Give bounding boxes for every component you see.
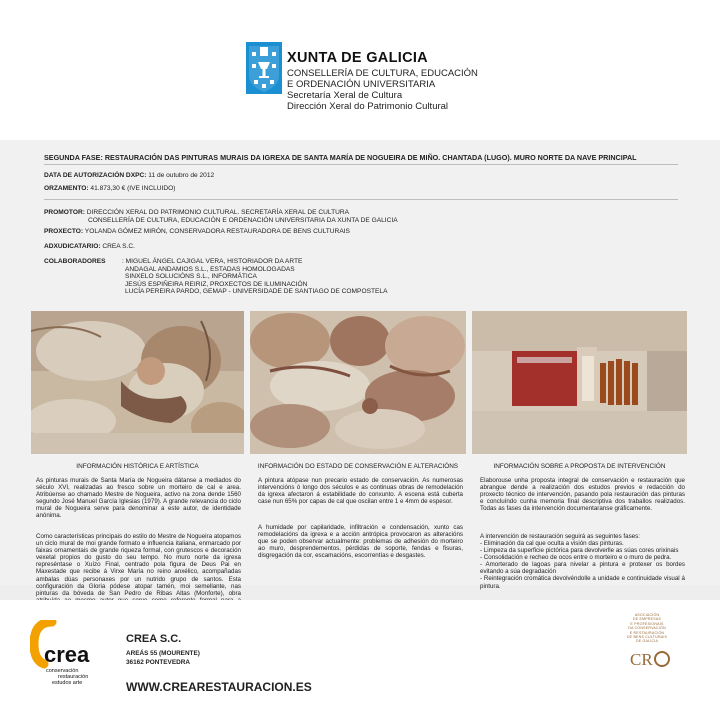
crea-logo-word: crea [44,642,90,667]
website-link[interactable]: WWW.CREARESTAURACION.ES [126,680,312,694]
ministry-line-1: CONSELLERÍA DE CULTURA, EDUCACIÓN [287,68,478,79]
budget-value: 41.873,30 € (IVE INCLUIDO) [88,185,176,192]
mural-figures-photo [250,311,466,454]
collaborators-list [122,258,387,296]
crea-logo [30,620,112,684]
conservation-paragraph-1: A pintura atópase nun precario estado de conservación. As numerosas intervencións ó longo dos séculos e as continuas obras de remodelación da igrexa afectaron á estabilidade do conxunto. A escena está cuberta case nun 65% por capas de cal que oscilan entre 1 e 4mm de espesor. [258,477,463,506]
proposal-phase-item: - Amorterado de lagoas para nivelar a pintura e protexer os bordes evitando a súa degradación [480,561,685,576]
promoter-value-line-2: CONSELLERÍA DE CULTURA, EDUCACIÓN E ORDENACIÓN UNIVERSITARIA DA XUNTA DE GALICIA [88,217,398,224]
promoter-value: DIRECCIÓN XERAL DO PATRIMONIO CULTURAL. SECRETARÍA XERAL DE CULTURA [84,209,350,216]
association-text: DE EMPRESAS [632,617,662,622]
divider [44,164,678,165]
proposal-phase-item: - Eliminación da cal que oculta a visión das pinturas. [480,540,624,547]
crea-logo-tagline: conservación [46,668,79,674]
collaborator-item: : MIGUEL ÁNGEL CAJIGAL VERA, HISTORIADOR DA ARTE [122,258,303,265]
promoter [44,209,349,216]
association-text: DE BENS CULTURAIS [626,635,668,640]
proposal-section-title: INFORMACIÓN SOBRE A PROPOSTA DE INTERVENCIÓN [493,463,666,470]
awardee-value: CREA S.C. [100,243,135,250]
association-text: DA CONSERVACIÓN [628,626,666,631]
history-section-title: INFORMACIÓN HISTÓRICA E ARTÍSTICA [76,463,199,470]
association-text: ASOCIACIÓN [634,613,660,617]
collaborator-item: JESÚS ESPIÑEIRA REIRIZ, PROXECTOS DE ILUMINACIÓN [125,280,308,288]
ministry-line-2: E ORDENACIÓN UNIVERSITARIA [287,79,436,90]
project-title: SEGUNDA FASE: RESTAURACIÓN DAS PINTURAS MURAIS DA IGREXA DE SANTA MARÍA DE NOGUEIRA DE MIÑO. CHANTADA (LUGO). MURO NORTE DA NAVE PRINCIPAL [44,153,637,162]
proposal-phase-item: - Reintegración cromática devolvéndolle a unidade e continuidade visual á pintura. [480,575,685,590]
collaborator-item: LUCÍA PEREIRA PARDO, GEMAP - UNIVERSIDADE DE SANTIAGO DE COMPOSTELA [125,288,388,296]
project-label: PROXECTO: [44,228,84,235]
project-value: YOLANDA GÓMEZ MIRÓN, CONSERVADORA RESTAURADORA DE BENS CULTURAIS [83,228,350,235]
company-address-2: 36162 PONTEVEDRA [126,659,190,666]
secretariat-line: Secretaría Xeral de Cultura [287,90,403,101]
budget-label: ORZAMENTO: [44,185,89,192]
history-paragraph-1: As pinturas murais de Santa María de Nogueira dátanse a mediados do século XVI, realizadas ao fresco sobre un morteiro de cal e area. Atribúense ao chamado Mestre de Nogueira, activo na zona dende 1560 segundo José Manuel García Iglesias (1979). A grande relevancia do ciclo mural de Nogueira serve para denominar a este autor, de identidade anónima. [36,477,241,520]
proposal-phases-intro: A intervención de restauración seguirá as seguintes fases: [480,533,640,540]
association-text: E RESTAURACIÓN [629,630,665,635]
mural-restoration-detail-photo [472,311,687,454]
header [0,0,720,140]
authorization-value: 11 de outubro de 2012 [146,172,215,179]
collaborators-label: COLABORADORES [44,258,106,265]
company-name: CREA S.C. [126,633,182,645]
association-text: DE GALICIA [635,639,659,644]
project [44,228,350,235]
directorate-line: Dirección Xeral do Patrimonio Cultural [287,101,449,112]
awardee-label: ADXUDICATARIO: [44,243,101,250]
conservation-section-title: INFORMACIÓN DO ESTADO DE CONSERVACIÓN E ALTERACIÓNS [257,463,459,470]
history-paragraph-2: Como características principais do estilo do Mestre de Nogueira atopamos un ciclo mural de moi grande formato e influencia italiana, enmarcado por faixas ornamentais de grande riqueza formal, con grutescos e decoración vexetal propios do gusto do seu tempo. No muro norte da igrexa represéntase o Xuízo Final, centrado pola figura de Deus Pai en Maxestade que recibe á Virxe María no reino anxélico, acompañadas ambalas dúas personaxes por un nutrido grupo de santos. Esta configuración da Gloria pódese atopar tamén, moi semellante, nas pinturas da bóveda de San Pedro de Ribas Altas (Monforte), obra [36,533,241,597]
proposal-phase-item: - Limpeza da superficie pictórica para devolverlle as súas cores orixinais [480,547,679,555]
association-text: E PROFESIONAIS [630,621,664,626]
collaborator-item: ANDAGAL ANDAMIOS S.L., ESTADAS HOMOLOGADAS [125,265,295,273]
proposal-phase-item: - Consolidación e recheo de ocos entre o morteiro e o muro de pedra. [480,554,672,562]
budget [44,185,175,192]
crea-logo-tagline: estudos arte [52,680,83,684]
proposal-phase-list [480,540,685,590]
authorization-label: DATA DE AUTORIZACIÓN DXPC: [44,172,147,179]
association-emblem-icon [622,647,672,669]
awardee [44,243,135,250]
mural-angel-photo [31,311,244,454]
collaborator-item: SINXELO SOLUCIÓNS S.L., INFORMÁTICA [125,273,257,281]
xunta-coat-of-arms-icon [246,42,282,94]
proposal-paragraph-1: Elaborouse unha proposta integral de conservación e restauración que abrangue dende a realización dos estudos previos e redacción do proxecto técnico de intervención, pasando pola restauración das pinturas e concluíndo cunha memoria final descriptiva dos traballos realizados. Todas as fases da intervención documentaranse gráficamente. [480,477,685,513]
xunta-title: XUNTA DE GALICIA [287,50,428,66]
divider [44,199,678,200]
conservation-paragraph-2: A humidade por capilaridade, infiltración e condensación, xunto cas remodelacións da igrexa e a acción antrópica provocaron as alteracións que se poden observar actualmente: problemas de adhesión do morteiro ao muro, desprendementos, pérdidas de soporte, fendas e fisuras, disgregación da cor, escamacións, escorrentías e desgastes. [258,524,463,560]
authorization-date [44,172,214,179]
association-logo [622,613,672,693]
company-address-1: AREÁS 55 (MOURENTE) [126,650,200,657]
crea-logo-tagline: restauración [58,674,89,680]
association-emblem-letters: CR [630,649,653,669]
promoter-label: PROMOTOR: [44,209,85,216]
